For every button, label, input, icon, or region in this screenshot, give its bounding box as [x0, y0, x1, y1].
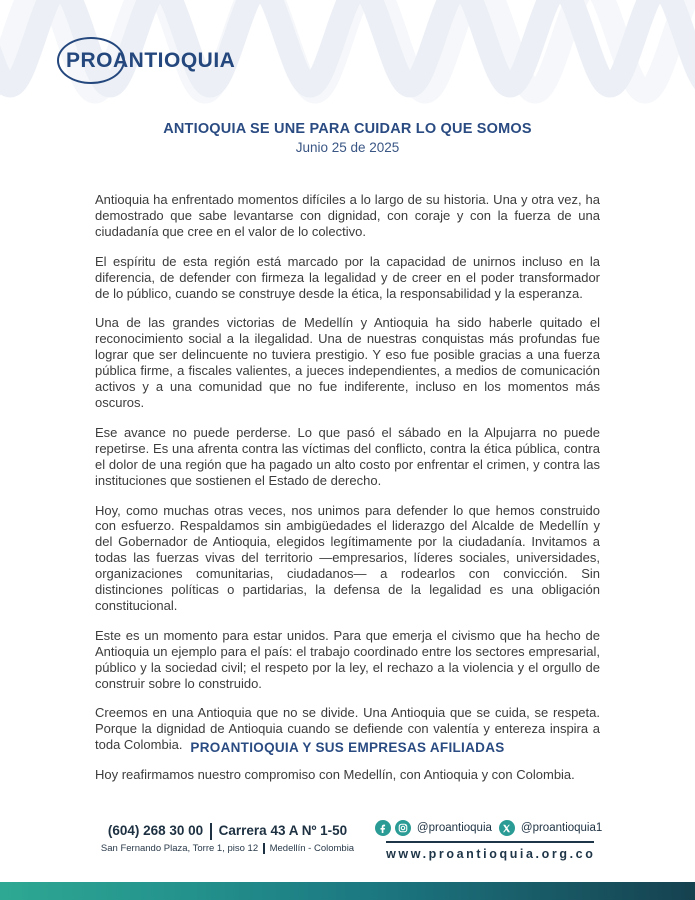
logo-text: PROANTIOQUIA	[66, 49, 236, 72]
footer-contact-block	[101, 820, 354, 854]
x-icon[interactable]	[499, 820, 515, 836]
body-paragraph: Hoy, como muchas otras veces, nos unimos para defender lo que hemos construido con esfuerzo. Respaldamos sin ambigüedades el liderazgo del Alcalde de Medellín y del Gobernador de Antioquia, elegidos legítimamente por la ciudadanía. Invitamos a todas las fuerzas vivas del territorio —empresarios, líderes sociales, universidades, organizaciones comunitarias, ciudadanos— a rodearlos con convicción. Sin distinciones políticas o partidarias, la defensa de la legalidad es una obligación constitucional.	[95, 502, 600, 613]
title-block	[0, 121, 695, 155]
footer-city: Medellín - Colombia	[269, 843, 355, 855]
footer	[0, 820, 695, 861]
footer-address: Carrera 43 A Nº 1-50	[218, 823, 348, 839]
facebook-icon[interactable]	[375, 820, 391, 836]
bottom-gradient-bar	[0, 882, 695, 900]
footer-rule	[386, 841, 594, 843]
footer-phone-address	[101, 823, 354, 840]
x-handle[interactable]: @proantioquia1	[520, 822, 603, 834]
body-paragraph: Creemos en una Antioquia que no se divide. Una Antioquia que se cuida, se respeta. Porque la dignidad de Antioquia cuando se defiende con valentía y entereza inspira a toda Colombia.	[95, 705, 600, 753]
footer-social-block	[386, 820, 603, 861]
facebook-instagram-handle[interactable]: @proantioquia	[416, 822, 492, 834]
footer-divider-bar	[263, 843, 265, 854]
body-paragraph: Hoy reafirmamos nuestro compromiso con Medellín, con Antioquia y con Colombia.	[95, 767, 575, 783]
footer-divider-bar	[210, 823, 212, 840]
website-url[interactable]: www.proantioquia.org.co	[386, 847, 596, 861]
page-title: ANTIOQUIA SE UNE PARA CUIDAR LO QUE SOMOS	[163, 121, 532, 137]
proantioquia-logo	[66, 48, 235, 74]
footer-phone: (604) 268 30 00	[107, 823, 204, 839]
document-date: Junio 25 de 2025	[295, 140, 400, 155]
body-paragraph: Antioquia ha enfrentado momentos difíciles a lo largo de su historia. Una y otra vez, ha demostrado que sabe levantarse con dignidad, con coraje y con la fuerza de una ciudadanía que cree en el valor de lo colectivo.	[95, 192, 600, 239]
social-row	[386, 820, 603, 836]
body-paragraph: Este es un momento para estar unidos. Para que emerja el civismo que ha hecho de Antioquia un ejemplo para el país: el trabajo coordinado entre los sectores empresarial, público y la sociedad civil; el respeto por la ley, el rechazo a la violencia y el orgullo de construir sobre lo construido.	[95, 627, 600, 691]
letter-body	[95, 192, 600, 797]
body-paragraph: El espíritu de esta región está marcado por la capacidad de unirnos incluso en la diferencia, de defender con firmeza la legalidad y de creer en el poder transformador de lo público, cuando se construye desde la ética, la responsabilidad y la esperanza.	[95, 253, 600, 301]
footer-address-detail-line	[101, 843, 354, 854]
closing-signature: PROANTIOQUIA Y SUS EMPRESAS AFILIADAS	[190, 740, 505, 755]
instagram-icon[interactable]	[395, 820, 411, 836]
body-paragraph: Una de las grandes victorias de Medellín y Antioquia ha sido haberle quitado el reconocimiento social a la ilegalidad. Una de nuestras conquistas más profundas fue lograr que ser delincuente no tuviera prestigio. Y eso fue posible gracias a una fuerza pública firme, a fiscales valientes, a jueces independientes, a medios de comunicación activos y a una comunidad que no fue indiferente, incluso en los momentos más oscuros.	[95, 315, 600, 410]
footer-address-detail: San Fernando Plaza, Torre 1, piso 12	[100, 843, 259, 855]
body-paragraph: Ese avance no puede perderse. Lo que pasó el sábado en la Alpujarra no puede repetirse. Es una afrenta contra las víctimas del conflicto, contra la ética pública, contra el dolor de una región que ha pagado un alto costo por enfrentar el crimen, y contra las instituciones que sostienen el Estado de derecho.	[95, 424, 600, 488]
